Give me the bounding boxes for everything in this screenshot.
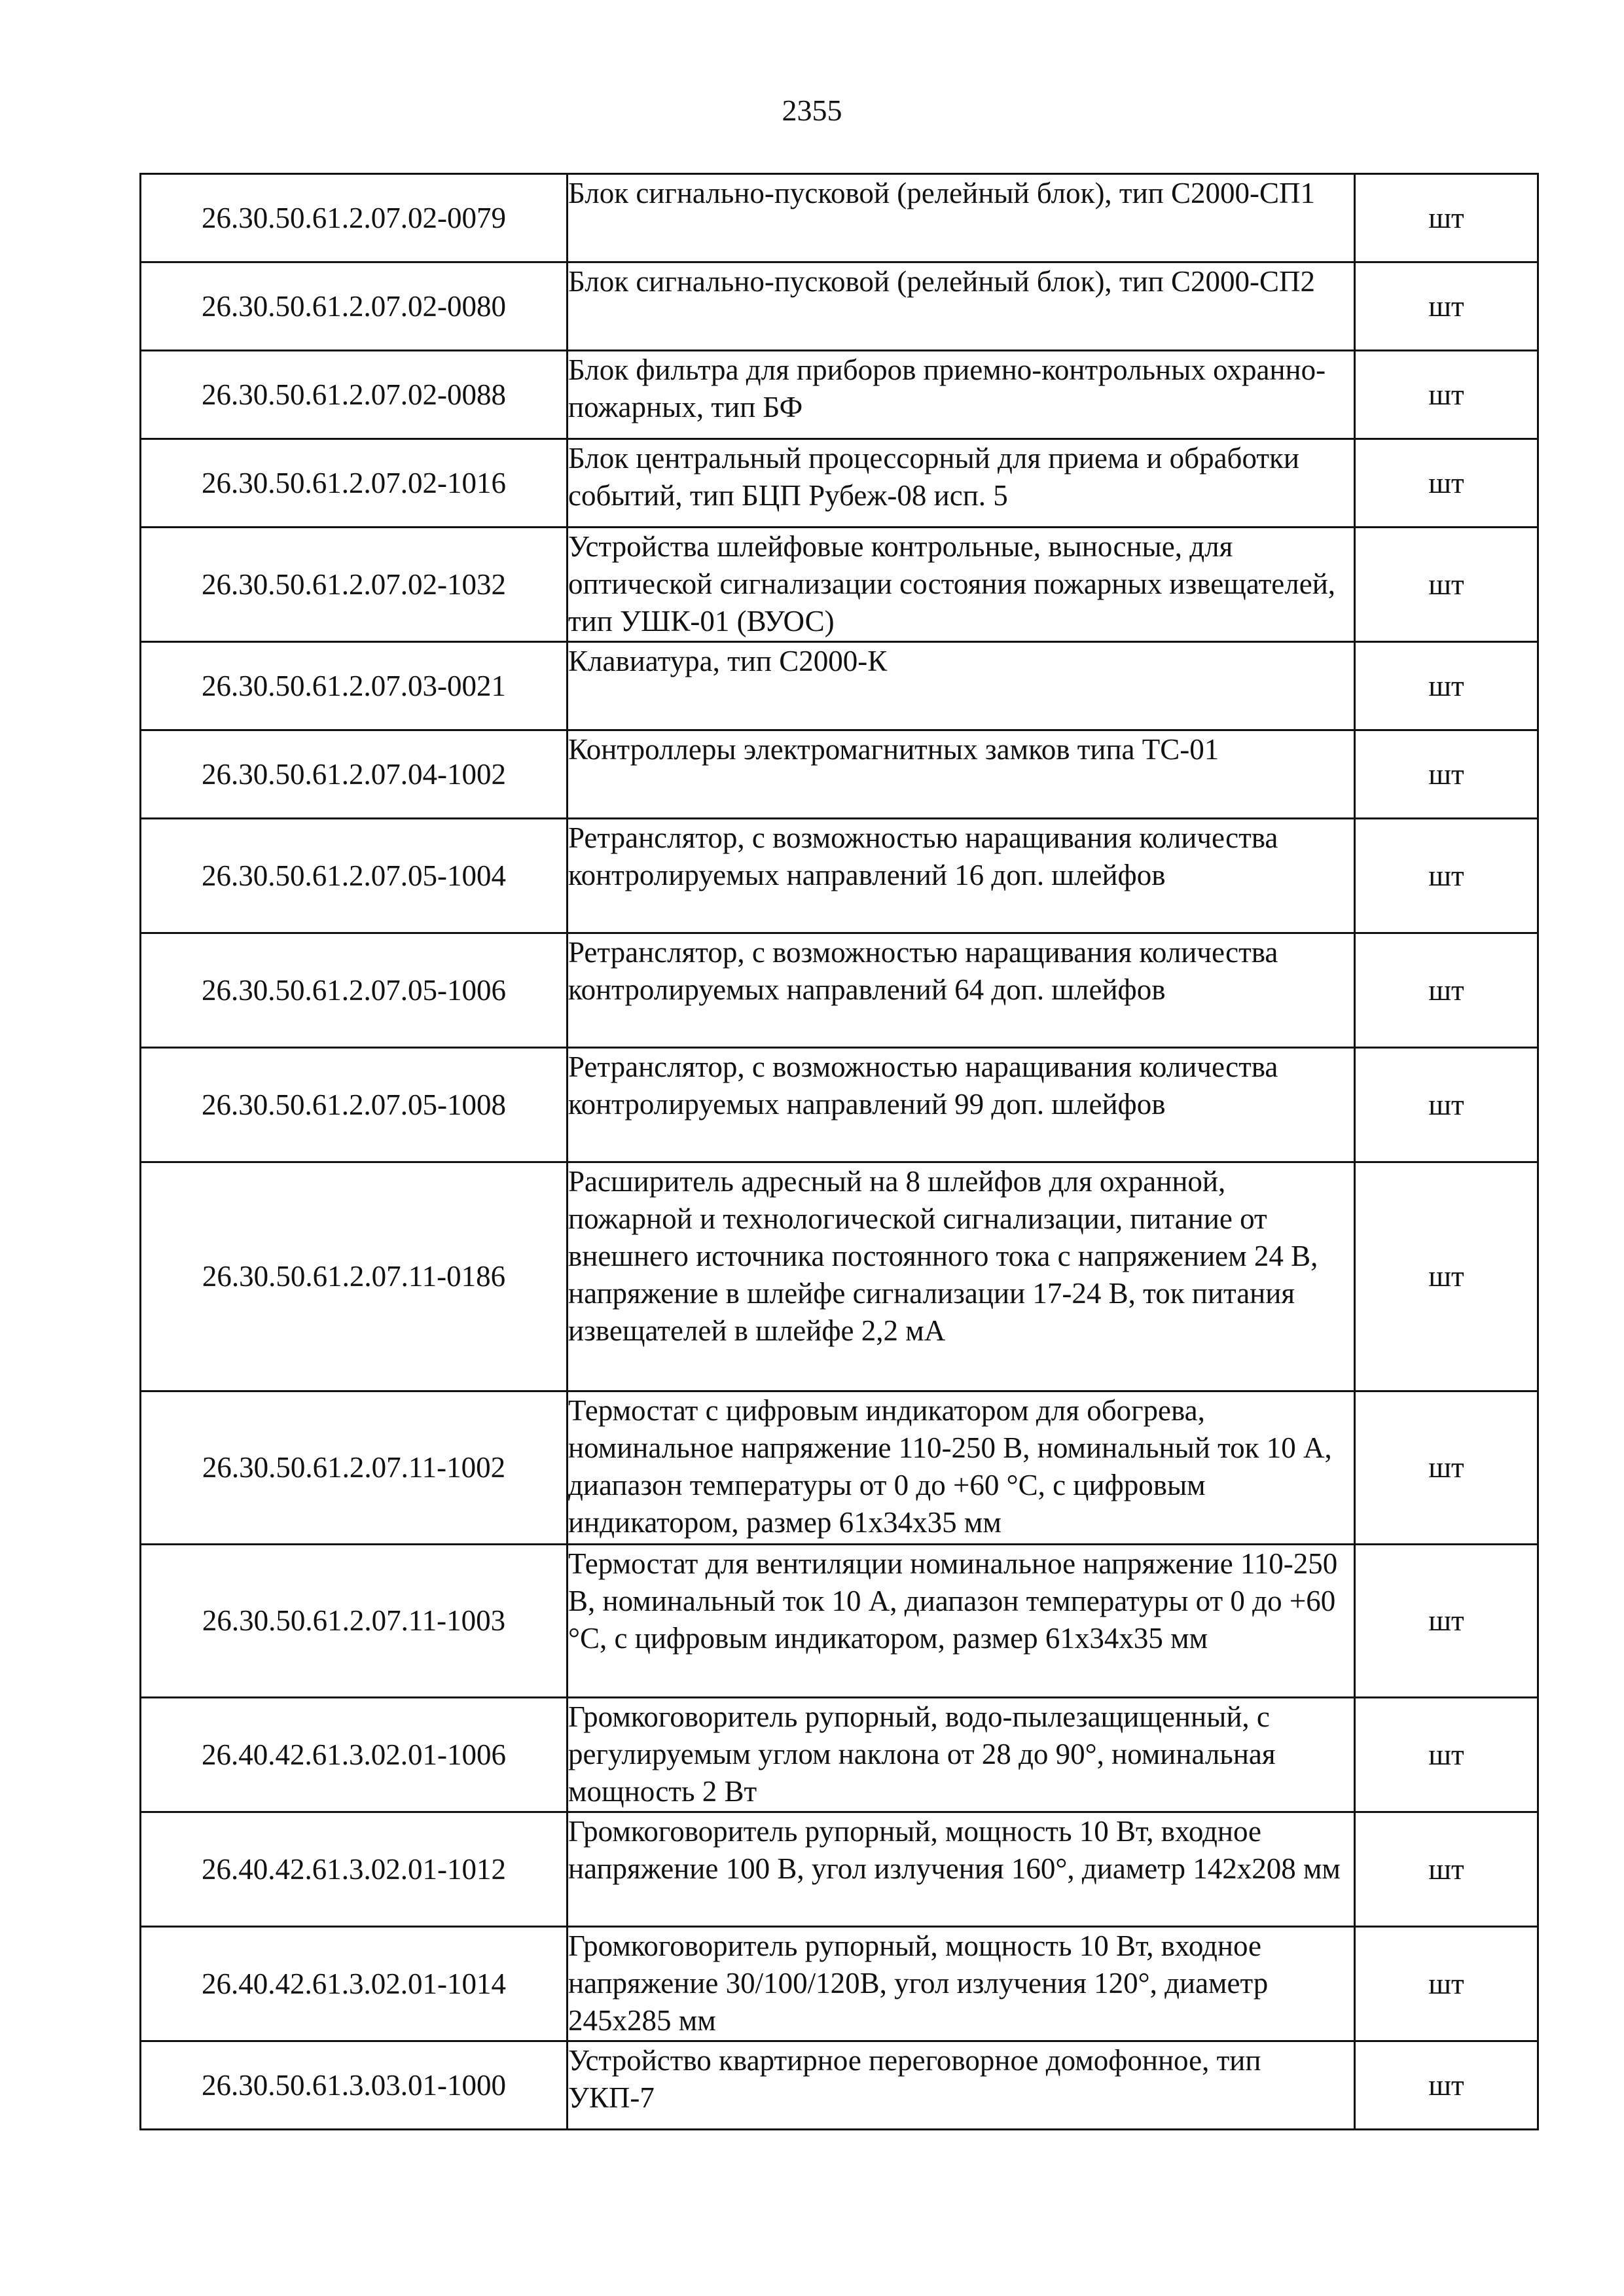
row-code: 26.30.50.61.2.07.02-0088 bbox=[141, 351, 568, 439]
row-code: 26.40.42.61.3.02.01-1012 bbox=[141, 1812, 568, 1927]
row-description: Громкоговоритель рупорный, водо-пылезащищенный, с регулируемым углом наклона от 28 до 90°, номинальная мощность 2 Вт bbox=[568, 1698, 1355, 1812]
row-code: 26.30.50.61.2.07.11-0186 bbox=[141, 1162, 568, 1391]
row-unit: шт bbox=[1355, 1812, 1538, 1927]
row-code: 26.30.50.61.2.07.02-0080 bbox=[141, 262, 568, 351]
row-description: Устройство квартирное переговорное домофонное, тип УКП-7 bbox=[568, 2041, 1355, 2130]
table-row bbox=[141, 933, 1538, 1048]
row-code: 26.40.42.61.3.02.01-1006 bbox=[141, 1698, 568, 1812]
row-unit: шт bbox=[1355, 439, 1538, 528]
table-row bbox=[141, 1927, 1538, 2041]
table-row bbox=[141, 819, 1538, 933]
table-row bbox=[141, 1048, 1538, 1162]
row-description: Блок сигнально-пусковой (релейный блок), тип С2000-СП2 bbox=[568, 262, 1355, 351]
table-row bbox=[141, 528, 1538, 642]
row-description: Блок центральный процессорный для приема и обработки событий, тип БЦП Рубеж-08 исп. 5 bbox=[568, 439, 1355, 528]
row-unit: шт bbox=[1355, 1545, 1538, 1698]
row-code: 26.30.50.61.2.07.03-0021 bbox=[141, 642, 568, 730]
resource-table bbox=[139, 173, 1539, 2130]
row-unit: шт bbox=[1355, 819, 1538, 933]
row-description: Ретранслятор, с возможностью наращивания количества контролируемых направлений 64 доп. шлейфов bbox=[568, 933, 1355, 1048]
row-unit: шт bbox=[1355, 933, 1538, 1048]
table-row bbox=[141, 1698, 1538, 1812]
row-code: 26.30.50.61.2.07.05-1004 bbox=[141, 819, 568, 933]
row-description: Ретранслятор, с возможностью наращивания количества контролируемых направлений 16 доп. шлейфов bbox=[568, 819, 1355, 933]
row-code: 26.30.50.61.2.07.04-1002 bbox=[141, 730, 568, 819]
table-row bbox=[141, 642, 1538, 730]
table-row bbox=[141, 174, 1538, 262]
row-description: Контроллеры электромагнитных замков типа ТС-01 bbox=[568, 730, 1355, 819]
table-row bbox=[141, 1812, 1538, 1927]
row-description: Блок сигнально-пусковой (релейный блок), тип С2000-СП1 bbox=[568, 174, 1355, 262]
row-description: Клавиатура, тип С2000-К bbox=[568, 642, 1355, 730]
table-row bbox=[141, 1545, 1538, 1698]
row-unit: шт bbox=[1355, 174, 1538, 262]
row-unit: шт bbox=[1355, 1048, 1538, 1162]
row-unit: шт bbox=[1355, 1391, 1538, 1545]
row-code: 26.30.50.61.2.07.02-1032 bbox=[141, 528, 568, 642]
row-code: 26.30.50.61.2.07.11-1002 bbox=[141, 1391, 568, 1545]
row-unit: шт bbox=[1355, 262, 1538, 351]
row-unit: шт bbox=[1355, 642, 1538, 730]
row-description: Термостат с цифровым индикатором для обогрева, номинальное напряжение 110-250 В, номинальный ток 10 А, диапазон температуры от 0 до +60 °С, с цифровым индикатором, размер 61x34x35 мм bbox=[568, 1391, 1355, 1545]
row-code: 26.30.50.61.2.07.05-1008 bbox=[141, 1048, 568, 1162]
row-description: Блок фильтра для приборов приемно-контрольных охранно-пожарных, тип БФ bbox=[568, 351, 1355, 439]
row-unit: шт bbox=[1355, 730, 1538, 819]
row-description: Устройства шлейфовые контрольные, выносные, для оптической сигнализации состояния пожарных извещателей, тип УШК-01 (ВУОС) bbox=[568, 528, 1355, 642]
row-description: Громкоговоритель рупорный, мощность 10 Вт, входное напряжение 30/100/120В, угол излучения 120°, диаметр 245x285 мм bbox=[568, 1927, 1355, 2041]
page-number: 2355 bbox=[782, 94, 842, 127]
row-description: Термостат для вентиляции номинальное напряжение 110-250 В, номинальный ток 10 А, диапазон температуры от 0 до +60 °С, с цифровым индикатором, размер 61x34x35 мм bbox=[568, 1545, 1355, 1698]
row-code: 26.30.50.61.3.03.01-1000 bbox=[141, 2041, 568, 2130]
row-code: 26.30.50.61.2.07.02-1016 bbox=[141, 439, 568, 528]
row-description: Громкоговоритель рупорный, мощность 10 Вт, входное напряжение 100 В, угол излучения 160°, диаметр 142x208 мм bbox=[568, 1812, 1355, 1927]
row-code: 26.30.50.61.2.07.11-1003 bbox=[141, 1545, 568, 1698]
row-description: Расширитель адресный на 8 шлейфов для охранной, пожарной и технологической сигнализации, питание от внешнего источника постоянного тока с напряжением 24 В, напряжение в шлейфе сигнализации 17-24 В, ток питания извещателей в шлейфе 2,2 мА bbox=[568, 1162, 1355, 1391]
table-row bbox=[141, 1391, 1538, 1545]
row-code: 26.30.50.61.2.07.05-1006 bbox=[141, 933, 568, 1048]
row-unit: шт bbox=[1355, 1162, 1538, 1391]
table-row bbox=[141, 730, 1538, 819]
row-unit: шт bbox=[1355, 351, 1538, 439]
table-row bbox=[141, 439, 1538, 528]
row-code: 26.30.50.61.2.07.02-0079 bbox=[141, 174, 568, 262]
row-unit: шт bbox=[1355, 1698, 1538, 1812]
table-row bbox=[141, 262, 1538, 351]
row-unit: шт bbox=[1355, 528, 1538, 642]
table-row bbox=[141, 2041, 1538, 2130]
row-description: Ретранслятор, с возможностью наращивания количества контролируемых направлений 99 доп. шлейфов bbox=[568, 1048, 1355, 1162]
table-row bbox=[141, 1162, 1538, 1391]
row-unit: шт bbox=[1355, 1927, 1538, 2041]
row-unit: шт bbox=[1355, 2041, 1538, 2130]
table-row bbox=[141, 351, 1538, 439]
row-code: 26.40.42.61.3.02.01-1014 bbox=[141, 1927, 568, 2041]
